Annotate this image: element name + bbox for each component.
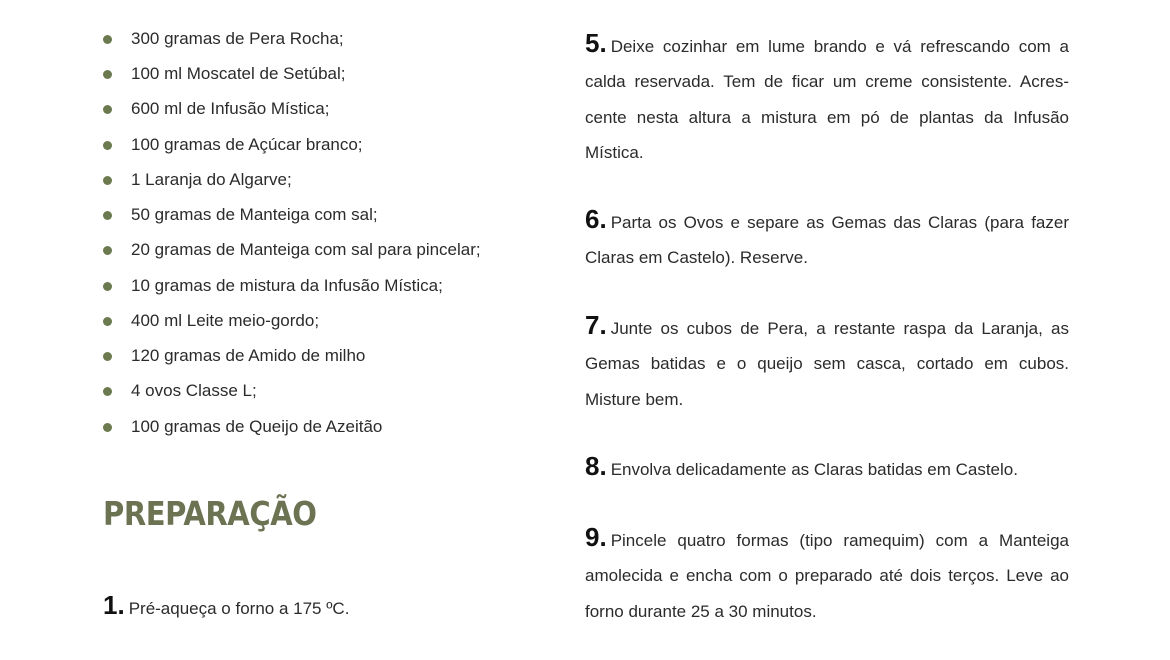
ingredient-item bbox=[103, 379, 257, 403]
ingredient-text: 120 gramas de Amido de milho bbox=[131, 346, 366, 365]
step-text: Junte os cubos de Pera, a restante raspa da Laranja, as Gemas batidas e o queijo sem casca, cortado em cubos. Misture bem. bbox=[585, 319, 1069, 409]
ingredient-text: 100 gramas de Açúcar branco; bbox=[131, 135, 363, 154]
ingredient-item bbox=[103, 415, 382, 439]
step-text: Parta os Ovos e separe as Gemas das Claras (para fazer Claras em Castelo). Reserve. bbox=[585, 213, 1069, 268]
step-9 bbox=[585, 520, 1069, 629]
step-7 bbox=[585, 308, 1069, 417]
bullet-icon bbox=[103, 141, 112, 150]
step-1 bbox=[103, 588, 543, 626]
step-6 bbox=[585, 202, 1069, 276]
bullet-icon bbox=[103, 246, 112, 255]
bullet-icon bbox=[103, 387, 112, 396]
ingredient-text: 400 ml Leite meio-gordo; bbox=[131, 311, 320, 330]
ingredient-text: 20 gramas de Manteiga com sal para pincelar; bbox=[131, 240, 481, 259]
ingredient-item bbox=[103, 133, 363, 157]
ingredient-item bbox=[103, 168, 292, 192]
step-text: Deixe cozinhar em lume brando e vá refrescando com a calda reservada. Tem de ficar um creme consistente. Acrescente nesta altura a mistura em pó de plantas da Infusão Mística. bbox=[585, 37, 1069, 162]
ingredient-item bbox=[103, 27, 344, 51]
bullet-icon bbox=[103, 282, 112, 291]
step-number: 8. bbox=[585, 451, 607, 481]
ingredient-item bbox=[103, 274, 443, 298]
step-number: 1. bbox=[103, 590, 125, 620]
ingredient-text: 1 Laranja do Algarve; bbox=[131, 170, 292, 189]
ingredient-text: 300 gramas de Pera Rocha; bbox=[131, 29, 344, 48]
step-8 bbox=[585, 449, 1069, 487]
step-text: Envolva delicadamente as Claras batidas em Castelo. bbox=[610, 460, 1018, 479]
ingredient-item bbox=[103, 238, 481, 262]
ingredient-text: 600 ml de Infusão Mística; bbox=[131, 99, 330, 118]
step-text: Pincele quatro formas (tipo ramequim) com a Manteiga amolecida e encha com o preparado até dois terços. Leve ao forno durante 25 a 30 minutos. bbox=[585, 531, 1069, 621]
ingredient-item bbox=[103, 62, 346, 86]
step-number: 6. bbox=[585, 204, 607, 234]
bullet-icon bbox=[103, 317, 112, 326]
ingredient-item bbox=[103, 309, 319, 333]
bullet-icon bbox=[103, 423, 112, 432]
ingredient-text: 50 gramas de Manteiga com sal; bbox=[131, 205, 378, 224]
bullet-icon bbox=[103, 70, 112, 79]
step-text: Pré-aqueça o forno a 175 ºC. bbox=[128, 599, 350, 618]
ingredient-text: 100 ml Moscatel de Setúbal; bbox=[131, 64, 346, 83]
ingredient-item bbox=[103, 344, 365, 368]
ingredient-item bbox=[103, 97, 329, 121]
bullet-icon bbox=[103, 35, 112, 44]
ingredient-text: 100 gramas de Queijo de Azeitão bbox=[131, 417, 383, 436]
step-number: 9. bbox=[585, 522, 607, 552]
bullet-icon bbox=[103, 105, 112, 114]
ingredient-item bbox=[103, 203, 378, 227]
step-5 bbox=[585, 26, 1069, 170]
step-number: 5. bbox=[585, 28, 607, 58]
step-number: 7. bbox=[585, 310, 607, 340]
bullet-icon bbox=[103, 211, 112, 220]
bullet-icon bbox=[103, 176, 112, 185]
ingredient-text: 4 ovos Classe L; bbox=[131, 381, 257, 400]
ingredients-column bbox=[0, 0, 560, 660]
preparation-heading: PREPARAÇÃO bbox=[103, 494, 317, 533]
bullet-icon bbox=[103, 352, 112, 361]
ingredient-text: 10 gramas de mistura da Infusão Mística; bbox=[131, 276, 443, 295]
